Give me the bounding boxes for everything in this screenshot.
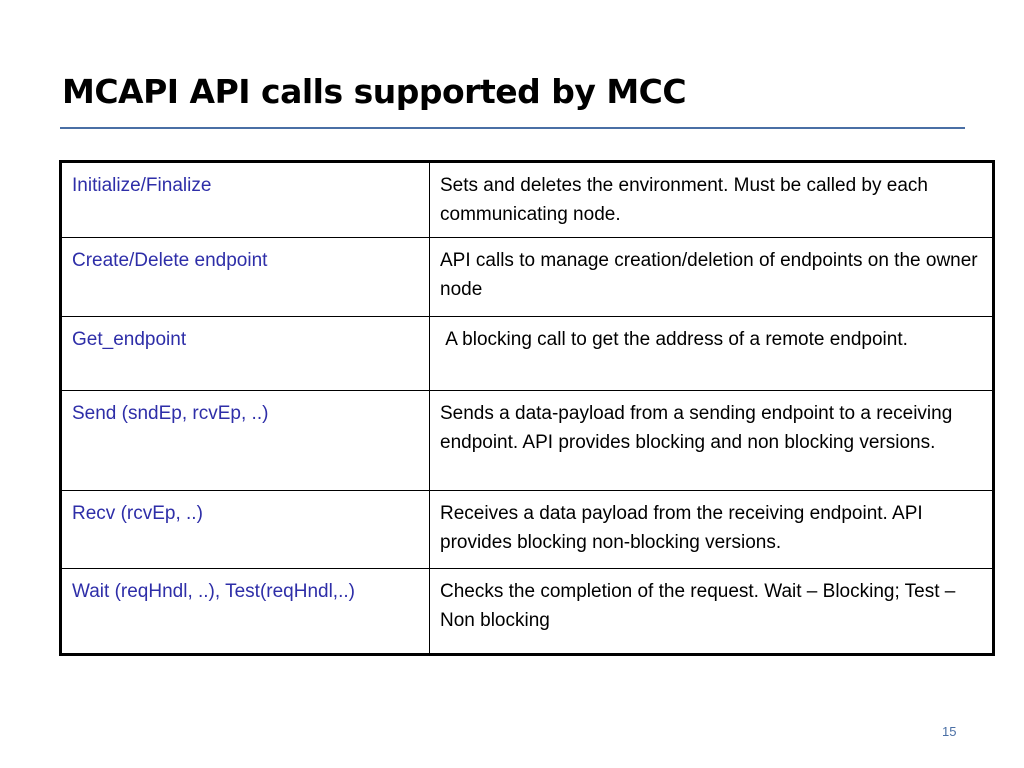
api-call-description: Sends a data-payload from a sending endpoint to a receiving endpoint. API provides blocking and non blocking versions. (430, 391, 994, 491)
table-row (61, 162, 994, 238)
slide-title: MCAPI API calls supported by MCC (62, 72, 687, 111)
table-row (61, 491, 994, 569)
api-call-name: Wait (reqHndl, ..), Test(reqHndl,..) (61, 569, 430, 655)
title-underline (60, 127, 965, 129)
table-row (61, 391, 994, 491)
api-call-name: Create/Delete endpoint (61, 238, 430, 317)
api-calls-table (59, 160, 995, 656)
api-call-name: Send (sndEp, rcvEp, ..) (61, 391, 430, 491)
table-row (61, 238, 994, 317)
api-call-description: API calls to manage creation/deletion of endpoints on the owner node (430, 238, 994, 317)
table-row (61, 317, 994, 391)
table-row (61, 569, 994, 655)
api-call-description: Checks the completion of the request. Wait – Blocking; Test – Non blocking (430, 569, 994, 655)
page-number: 15 (942, 724, 957, 739)
api-call-name: Initialize/Finalize (61, 162, 430, 238)
api-call-name: Get_endpoint (61, 317, 430, 391)
api-call-name: Recv (rcvEp, ..) (61, 491, 430, 569)
api-call-description: Sets and deletes the environment. Must be called by each communicating node. (430, 162, 994, 238)
api-call-description: A blocking call to get the address of a remote endpoint. (430, 317, 994, 391)
api-call-description: Receives a data payload from the receiving endpoint. API provides blocking non-blocking versions. (430, 491, 994, 569)
